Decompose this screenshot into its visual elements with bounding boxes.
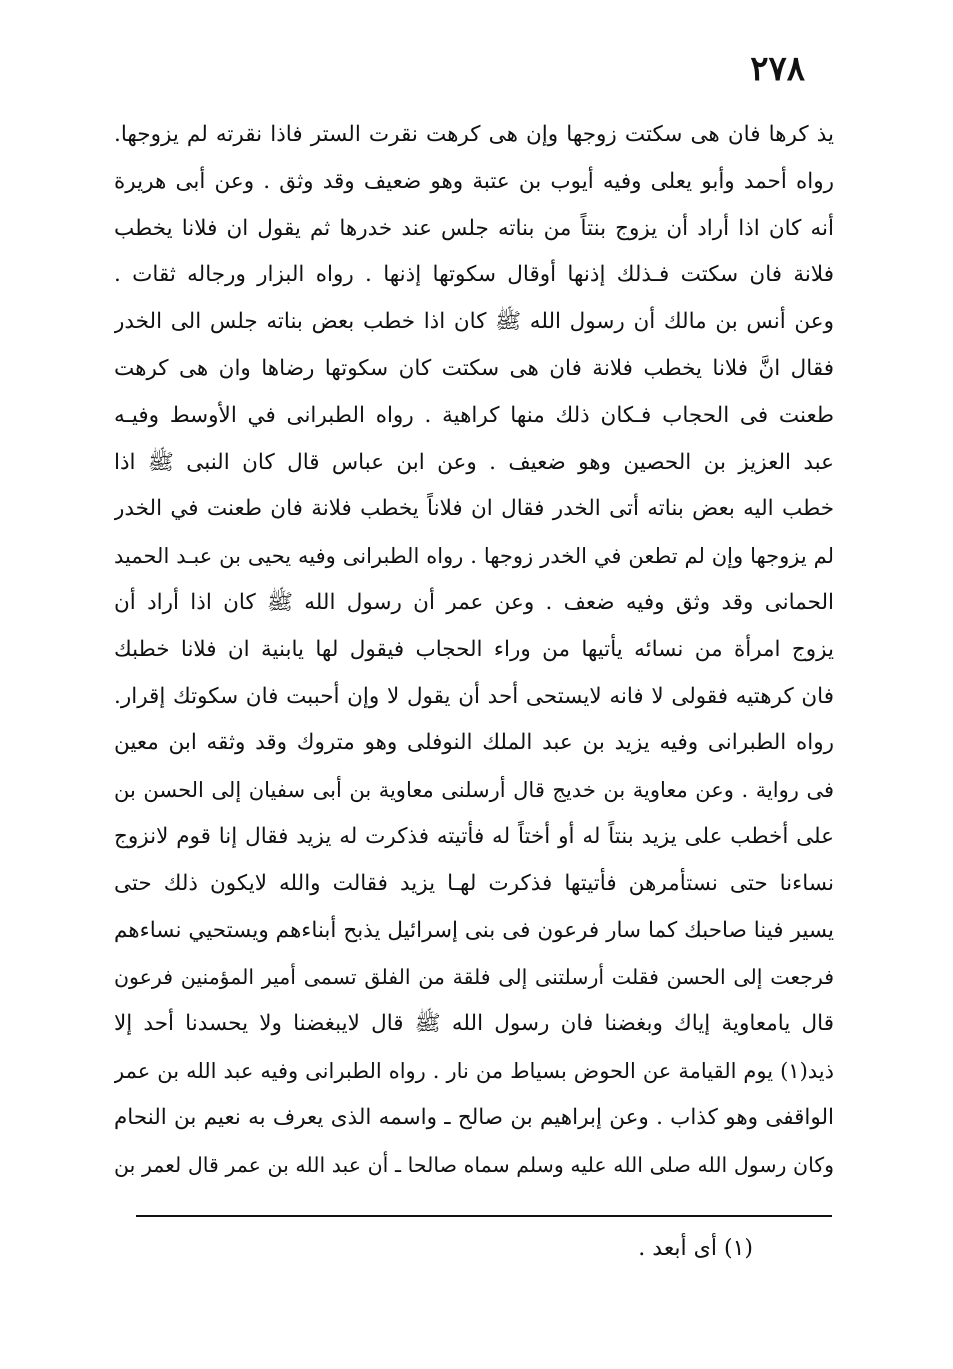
text-line: فرجعت إلى الحسن فقلت أرسلتنى إلى فلقة من الفلق تسمى أمير المؤمنين فرعون [114, 965, 834, 990]
body-text [114, 112, 834, 1188]
text-line: وكان رسول الله صلى الله عليه وسلم سماه صالحا ـ أن عبد الله بن عمر قال لعمر بن [114, 1152, 834, 1177]
text-line: قال يامعاوية إياك وبغضنا فان رسول الله ﷺ قال لايبغضنا ولا يحسدنا أحد إلا [114, 1011, 834, 1037]
text-line: وعن أنس بن مالك أن رسول الله ﷺ كان اذا خطب بعض بناته جلس الى الخدر [114, 309, 834, 335]
text-line: رواه أحمد وأبو يعلى وفيه أيوب بن عتبة وهو ضعيف وقد وثق . وعن أبى هريرة [114, 168, 834, 194]
text-line: فلانة فان سكتت فـذلك إذنها أوقال سكوتها إذنها . رواه البزار ورجاله ثقات . [114, 262, 834, 288]
text-line: رواه الطبرانى وفيه يزيد بن عبد الملك النوفلى وهو متروك وقد وثقه ابن معين [114, 730, 834, 756]
text-line: فى رواية . وعن معاوية بن خديج قال أرسلنى معاوية بن أبى سفيان إلى الحسن بن [114, 778, 834, 803]
text-line: ذيد(١) يوم القيامة عن الحوض بسياط من نار . رواه الطبرانى وفيه عبد الله بن عمر [114, 1058, 834, 1083]
text-line: يسير فينا صاحبك كما سار فرعون فى بنى إسرائيل يذبح أبناءهم ويستحيي نساءهم [114, 917, 834, 943]
text-line: خطب اليه بعض بناته أتى الخدر فقال ان فلاناً يخطب فلانة فان طعنت في الخدر [114, 496, 834, 522]
text-line: نساءنا حتى نستأمرهن فأتيتها فذكرت لهـا يزيد فقالت والله لايكون ذلك حتى [114, 870, 834, 896]
text-line: على أخطب على يزيد بنتاً له أو أختاً له فأتيته فذكرت له يزيد فقال إنا قوم لانزوج [114, 823, 834, 849]
text-line: فقال انَّ فلانا يخطب فلانة فان هى سكتت كان سكوتها رضاها وان هى كرهت [114, 355, 834, 381]
text-line: أنه كان اذا أراد أن يزوج بنتاً من بناته جلس عند خدرها ثم يقول ان فلانا يخطب [114, 215, 834, 241]
text-line: يزوج امرأة من نسائه يأتيها من وراء الحجاب فيقول لها يابنية ان فلانا خطبك [114, 636, 834, 662]
text-line: الحمانى وقد وثق وفيه ضعف . وعن عمر أن رسول الله ﷺ كان اذا أراد أن [114, 589, 834, 615]
text-line: الواقفى وهو كذاب . وعن إبراهيم بن صالح ـ واسمه الذى يعرف به نعيم بن النحام [114, 1104, 834, 1130]
text-line: طعنت فى الحجاب فـكان ذلك منها كراهية . رواه الطبرانى في الأوسط وفيـه [114, 402, 834, 428]
text-line: يذ كرها فان هى سكتت زوجها وإن هى كرهت نقرت الستر فاذا نقرته لم يزوجها. [114, 122, 834, 147]
page-number: ٢٧٨ [750, 49, 805, 89]
footnote: (١) أى أبعد . [638, 1236, 753, 1261]
text-line: فان كرهتيه فقولى لا فانه لايستحى أحد أن يقول لا وإن أحببت فان سكوتك إقرار. [114, 683, 834, 709]
footnote-divider [136, 1215, 832, 1217]
text-line: عبد العزيز بن الحصين وهو ضعيف . وعن ابن عباس قال كان النبى ﷺ اذا [114, 449, 834, 475]
text-line: لم يزوجها وإن لم تطعن في الخدر زوجها . رواه الطبرانى وفيه يحيى بن عبـد الحميد [114, 544, 834, 569]
